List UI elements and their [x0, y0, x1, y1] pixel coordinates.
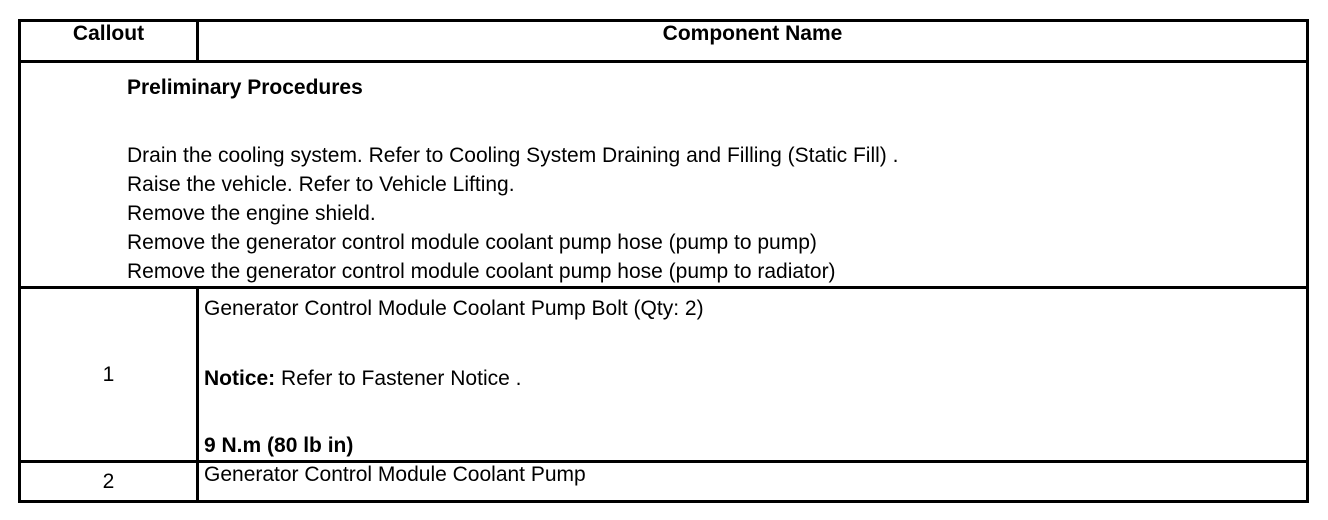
notice-text: Refer to Fastener Notice .	[275, 367, 522, 390]
notice-line	[204, 367, 1306, 434]
callout-number: 2	[20, 462, 198, 502]
table-row	[20, 288, 1308, 462]
preliminary-step: Remove the generator control module coolant pump hose (pump to pump)	[127, 231, 817, 254]
preliminary-row	[20, 62, 1308, 288]
preliminary-title: Preliminary Procedures	[127, 76, 363, 99]
preliminary-step: Remove the generator control module coolant pump hose (pump to radiator)	[127, 260, 836, 283]
preliminary-step: Remove the engine shield.	[127, 202, 376, 225]
header-component-name: Component Name	[198, 21, 1308, 62]
preliminary-step: Drain the cooling system. Refer to Cooling System Draining and Filling (Static Fill) .	[127, 144, 899, 167]
torque-spec: 9 N.m (80 lb in)	[204, 434, 354, 457]
component-name: Generator Control Module Coolant Pump	[198, 462, 1308, 502]
preliminary-steps	[127, 141, 1306, 286]
header-callout: Callout	[20, 21, 198, 62]
table-row	[20, 462, 1308, 502]
header-row	[20, 21, 1308, 62]
procedure-table	[18, 19, 1309, 503]
component-name: Generator Control Module Coolant Pump Bolt (Qty: 2)	[204, 297, 704, 320]
callout-number: 1	[20, 288, 198, 462]
preliminary-cell	[20, 62, 1308, 288]
component-cell	[198, 288, 1308, 462]
preliminary-step: Raise the vehicle. Refer to Vehicle Lifting.	[127, 173, 515, 196]
notice-label: Notice:	[204, 367, 276, 390]
